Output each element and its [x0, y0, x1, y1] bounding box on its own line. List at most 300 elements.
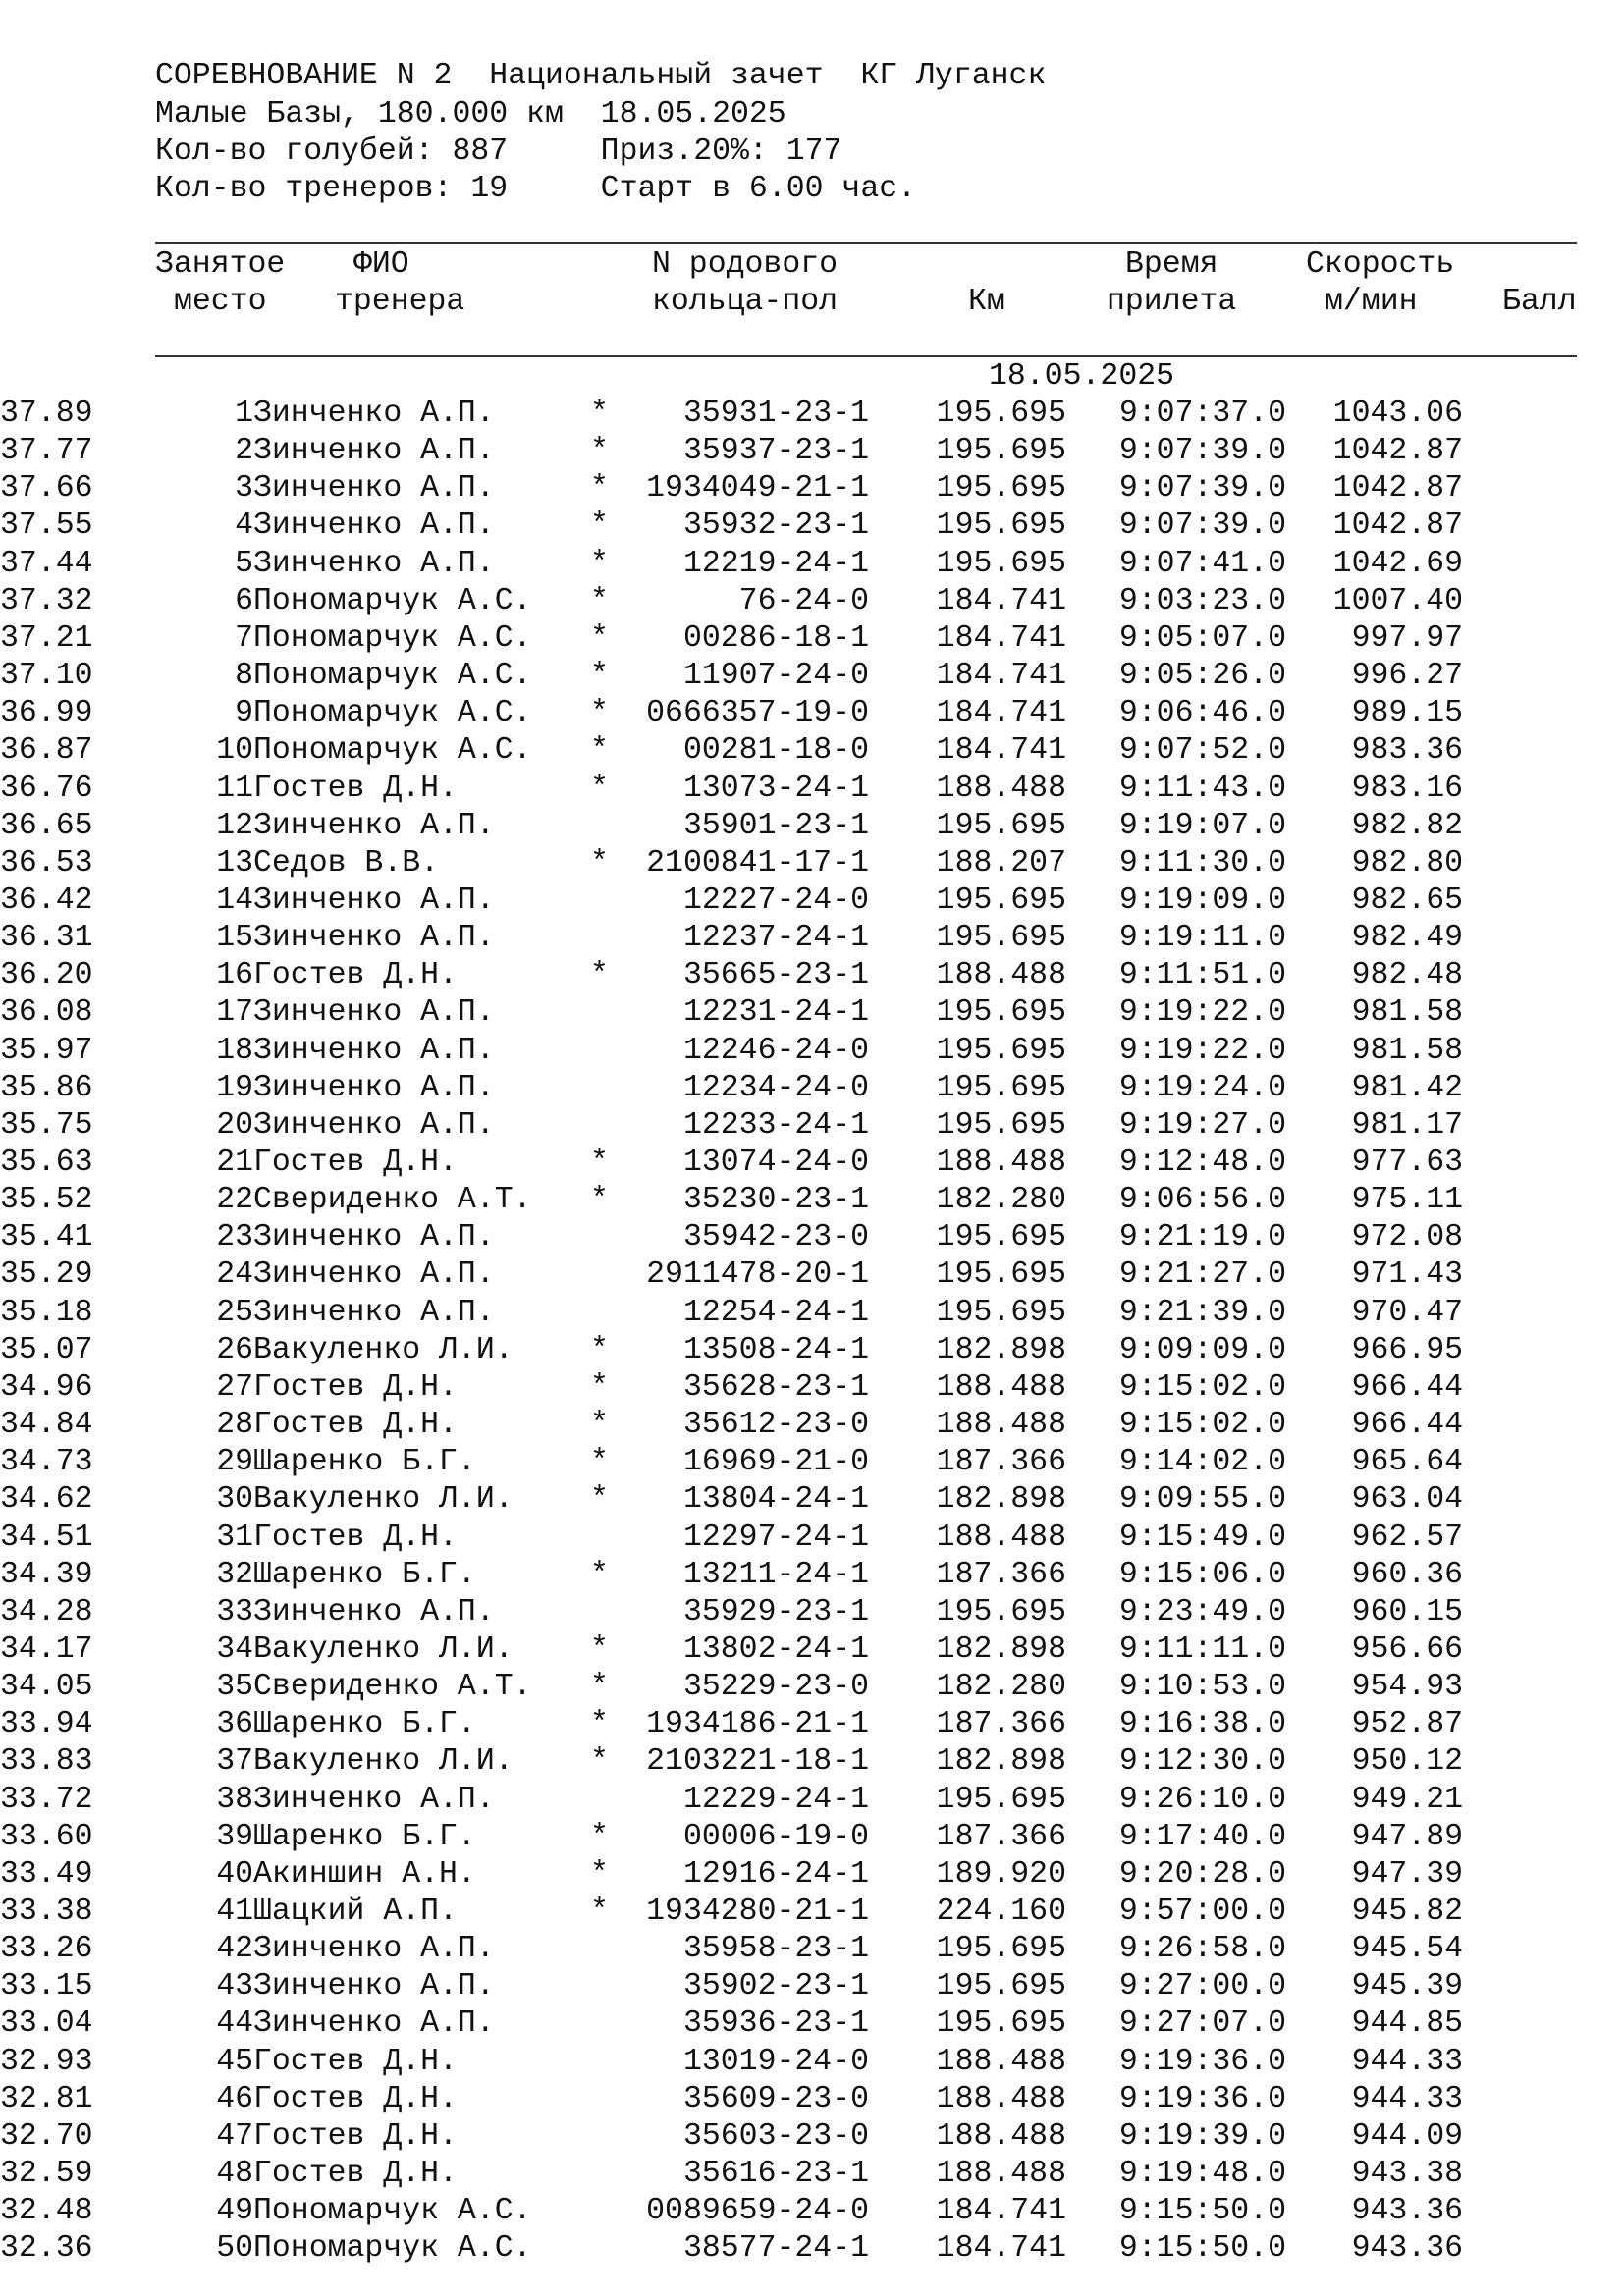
header-rule-bottom [155, 355, 1577, 357]
cell-time: 9:06:56.0 [1118, 1183, 1286, 1218]
cell-ring: 0089659-24-0 [646, 2194, 869, 2229]
table-row [0, 433, 1624, 470]
cell-time: 9:19:24.0 [1118, 1070, 1286, 1105]
cell-place: 44 [216, 2006, 253, 2042]
cell-km: 195.695 [936, 434, 1066, 469]
cell-name: Пономарчук А.С. [253, 659, 532, 694]
cell-points: 37.44 [0, 546, 93, 581]
cell-name: Зинченко А.П. [253, 995, 495, 1031]
cell-ring: 35229-23-0 [682, 1670, 869, 1705]
cell-place: 6 [235, 583, 253, 618]
cell-time: 9:57:00.0 [1118, 1895, 1286, 1929]
cell-star: * [590, 1445, 609, 1480]
cell-place: 22 [216, 1183, 253, 1218]
cell-ring: 12234-24-0 [682, 1070, 869, 1105]
cell-ring: 35937-23-1 [682, 434, 869, 469]
table-row [0, 620, 1624, 658]
cell-km: 188.488 [936, 1146, 1066, 1180]
cell-km: 195.695 [936, 995, 1066, 1031]
cell-name: Шацкий А.П. [253, 1895, 458, 1929]
cell-place: 46 [216, 2081, 253, 2116]
cell-place: 3 [235, 471, 253, 507]
cell-km: 182.280 [936, 1183, 1066, 1218]
trainer-count: Кол-во тренеров: 19 Старт в 6.00 час. [155, 172, 917, 206]
cell-km: 184.741 [936, 733, 1066, 769]
cell-name: Зинченко А.П. [253, 1295, 495, 1330]
table-row [0, 2230, 1624, 2268]
cell-time: 9:07:52.0 [1118, 733, 1286, 769]
cell-star: * [590, 696, 609, 731]
cell-points: 33.15 [0, 1969, 93, 2004]
cell-time: 9:05:26.0 [1118, 659, 1286, 694]
cell-star: * [590, 733, 609, 769]
cell-speed: 947.89 [1351, 1819, 1463, 1854]
cell-name: Пономарчук А.С. [253, 583, 532, 618]
cell-ring: 35609-23-0 [682, 2081, 869, 2116]
table-row [0, 1444, 1624, 1481]
cell-time: 9:19:39.0 [1118, 2118, 1286, 2154]
cell-points: 36.76 [0, 771, 93, 806]
cell-ring: 35931-23-1 [682, 397, 869, 431]
cell-name: Шаренко Б.Г. [253, 1445, 476, 1480]
cell-time: 9:20:28.0 [1118, 1856, 1286, 1892]
col-ring-label-2: кольца-пол [652, 285, 839, 319]
cell-points: 36.42 [0, 882, 93, 918]
table-row [0, 882, 1624, 920]
cell-km: 195.695 [936, 808, 1066, 843]
col-speed-label-2: м/мин [1325, 285, 1418, 319]
cell-speed: 949.21 [1351, 1782, 1463, 1817]
cell-place: 41 [216, 1895, 253, 1929]
cell-ring: 00006-19-0 [682, 1819, 869, 1854]
pigeon-count: Кол-во голубей: 887 Приз.20%: 177 [155, 134, 842, 169]
cell-speed: 956.66 [1351, 1631, 1463, 1667]
cell-place: 15 [216, 921, 253, 956]
table-row [0, 2156, 1624, 2193]
cell-star: * [590, 1707, 609, 1742]
cell-place: 49 [216, 2194, 253, 2229]
cell-time: 9:07:37.0 [1118, 397, 1286, 431]
cell-name: Пономарчук А.С. [253, 2231, 532, 2267]
cell-ring: 1934186-21-1 [646, 1707, 869, 1742]
header-rule-top [155, 242, 1577, 244]
table-row [0, 1182, 1624, 1219]
cell-km: 195.695 [936, 1107, 1066, 1143]
cell-name: Гостев Д.Н. [253, 771, 458, 806]
date-label: 18.05.2025 [989, 359, 1175, 394]
table-row [0, 470, 1624, 507]
cell-km: 188.488 [936, 2118, 1066, 2154]
cell-star: * [590, 1183, 609, 1218]
cell-time: 9:10:53.0 [1118, 1670, 1286, 1705]
cell-ring: 12233-24-1 [682, 1107, 869, 1143]
cell-place: 47 [216, 2118, 253, 2154]
cell-speed: 982.65 [1351, 882, 1463, 918]
cell-name: Зинченко А.П. [253, 1070, 495, 1105]
cell-place: 30 [216, 1482, 253, 1518]
cell-ring: 12916-24-1 [682, 1856, 869, 1892]
cell-time: 9:19:22.0 [1118, 995, 1286, 1031]
cell-star: * [590, 546, 609, 581]
cell-points: 35.18 [0, 1295, 93, 1330]
cell-name: Зинченко А.П. [253, 808, 495, 843]
cell-points: 35.29 [0, 1257, 93, 1293]
cell-name: Зинченко А.П. [253, 471, 495, 507]
cell-name: Акиншин А.Н. [253, 1856, 476, 1892]
cell-speed: 945.39 [1351, 1969, 1463, 2004]
table-row [0, 1931, 1624, 1968]
cell-points: 36.65 [0, 808, 93, 843]
cell-speed: 1043.06 [1332, 397, 1463, 431]
cell-place: 29 [216, 1445, 253, 1480]
cell-name: Вакуленко Л.И. [253, 1332, 514, 1367]
cell-km: 184.741 [936, 620, 1066, 656]
cell-speed: 997.97 [1351, 620, 1463, 656]
table-row [0, 1706, 1624, 1743]
cell-place: 14 [216, 882, 253, 918]
cell-km: 195.695 [936, 2006, 1066, 2042]
cell-speed: 981.42 [1351, 1070, 1463, 1105]
cell-km: 187.366 [936, 1707, 1066, 1742]
col-time-label-1: Время [1125, 247, 1218, 282]
cell-place: 31 [216, 1520, 253, 1555]
cell-name: Зинченко А.П. [253, 882, 495, 918]
cell-name: Седов В.В. [253, 845, 440, 881]
cell-speed: 1042.87 [1332, 508, 1463, 544]
cell-name: Зинченко А.П. [253, 1969, 495, 2004]
cell-time: 9:14:02.0 [1118, 1445, 1286, 1480]
table-row [0, 1669, 1624, 1706]
cell-star: * [590, 1895, 609, 1929]
table-row [0, 1332, 1624, 1369]
table-row [0, 2118, 1624, 2156]
cell-ring: 35665-23-1 [682, 958, 869, 993]
table-row [0, 1295, 1624, 1332]
cell-speed: 966.44 [1351, 1369, 1463, 1405]
cell-ring: 35936-23-1 [682, 2006, 869, 2042]
cell-points: 34.51 [0, 1520, 93, 1555]
cell-place: 32 [216, 1557, 253, 1592]
cell-time: 9:15:50.0 [1118, 2194, 1286, 2229]
cell-time: 9:26:10.0 [1118, 1782, 1286, 1817]
cell-points: 33.94 [0, 1707, 93, 1742]
cell-km: 195.695 [936, 921, 1066, 956]
cell-name: Гостев Д.Н. [253, 2081, 458, 2116]
cell-km: 195.695 [936, 1033, 1066, 1068]
cell-place: 40 [216, 1856, 253, 1892]
cell-name: Гостев Д.Н. [253, 2044, 458, 2079]
cell-km: 195.695 [936, 1782, 1066, 1817]
cell-km: 184.741 [936, 2194, 1066, 2229]
cell-points: 32.59 [0, 2157, 93, 2192]
col-name-label-2: тренера [335, 285, 465, 319]
cell-points: 32.93 [0, 2044, 93, 2079]
cell-points: 34.62 [0, 1482, 93, 1518]
cell-star: * [590, 1408, 609, 1443]
cell-place: 26 [216, 1332, 253, 1367]
cell-km: 189.920 [936, 1856, 1066, 1892]
cell-points: 37.66 [0, 471, 93, 507]
cell-km: 184.741 [936, 696, 1066, 731]
cell-speed: 982.80 [1351, 845, 1463, 881]
cell-time: 9:17:40.0 [1118, 1819, 1286, 1854]
cell-place: 36 [216, 1707, 253, 1742]
cell-speed: 960.36 [1351, 1557, 1463, 1592]
table-row [0, 2193, 1624, 2230]
table-row [0, 1856, 1624, 1894]
cell-speed: 945.54 [1351, 1932, 1463, 1967]
cell-ring: 12229-24-1 [682, 1782, 869, 1817]
cell-points: 35.86 [0, 1070, 93, 1105]
cell-points: 33.60 [0, 1819, 93, 1854]
cell-ring: 00286-18-1 [682, 620, 869, 656]
cell-star: * [590, 1482, 609, 1518]
cell-ring: 13019-24-0 [682, 2044, 869, 2079]
cell-star: * [590, 471, 609, 507]
cell-points: 33.72 [0, 1782, 93, 1817]
cell-place: 10 [216, 733, 253, 769]
cell-name: Зинченко А.П. [253, 1594, 495, 1629]
cell-ring: 13074-24-0 [682, 1146, 869, 1180]
cell-place: 7 [235, 620, 253, 656]
cell-points: 35.75 [0, 1107, 93, 1143]
table-row [0, 583, 1624, 620]
table-row [0, 1894, 1624, 1931]
cell-speed: 981.17 [1351, 1107, 1463, 1143]
cell-place: 17 [216, 995, 253, 1031]
table-row [0, 507, 1624, 545]
cell-speed: 1042.69 [1332, 546, 1463, 581]
cell-time: 9:09:09.0 [1118, 1332, 1286, 1367]
cell-time: 9:21:19.0 [1118, 1220, 1286, 1255]
cell-place: 8 [235, 659, 253, 694]
cell-time: 9:07:39.0 [1118, 508, 1286, 544]
cell-star: * [590, 397, 609, 431]
cell-points: 34.96 [0, 1369, 93, 1405]
table-row [0, 1557, 1624, 1594]
cell-points: 36.99 [0, 696, 93, 731]
cell-ring: 1934049-21-1 [646, 471, 869, 507]
cell-name: Зинченко А.П. [253, 546, 495, 581]
cell-points: 36.31 [0, 921, 93, 956]
cell-ring: 35628-23-1 [682, 1369, 869, 1405]
cell-ring: 35942-23-0 [682, 1220, 869, 1255]
cell-ring: 2100841-17-1 [646, 845, 869, 881]
table-row [0, 994, 1624, 1032]
table-row [0, 957, 1624, 994]
cell-name: Пономарчук А.С. [253, 696, 532, 731]
cell-km: 188.488 [936, 1520, 1066, 1555]
col-name-label-1: ФИО [353, 247, 409, 282]
cell-ring: 13804-24-1 [682, 1482, 869, 1518]
cell-speed: 960.15 [1351, 1594, 1463, 1629]
cell-points: 32.81 [0, 2081, 93, 2116]
cell-ring: 35902-23-1 [682, 1969, 869, 2004]
cell-star: * [590, 508, 609, 544]
cell-km: 195.695 [936, 1594, 1066, 1629]
cell-star: * [590, 771, 609, 806]
cell-place: 13 [216, 845, 253, 881]
cell-points: 36.20 [0, 958, 93, 993]
cell-km: 195.695 [936, 397, 1066, 431]
cell-place: 35 [216, 1670, 253, 1705]
cell-km: 195.695 [936, 1969, 1066, 2004]
cell-speed: 982.48 [1351, 958, 1463, 993]
cell-ring: 13073-24-1 [682, 771, 869, 806]
cell-km: 188.488 [936, 1408, 1066, 1443]
cell-place: 25 [216, 1295, 253, 1330]
cell-name: Вакуленко Л.И. [253, 1482, 514, 1518]
table-row [0, 1819, 1624, 1856]
cell-place: 43 [216, 1969, 253, 2004]
col-ring-label-1: N родового [652, 247, 839, 282]
cell-place: 33 [216, 1594, 253, 1629]
cell-points: 35.63 [0, 1146, 93, 1180]
cell-star: * [590, 1332, 609, 1367]
table-row [0, 1481, 1624, 1519]
cell-ring: 12219-24-1 [682, 546, 869, 581]
cell-ring: 12254-24-1 [682, 1295, 869, 1330]
cell-points: 36.53 [0, 845, 93, 881]
cell-name: Вакуленко Л.И. [253, 1631, 514, 1667]
cell-speed: 947.39 [1351, 1856, 1463, 1892]
cell-points: 33.26 [0, 1932, 93, 1967]
cell-place: 24 [216, 1257, 253, 1293]
cell-km: 182.280 [936, 1670, 1066, 1705]
cell-speed: 989.15 [1351, 696, 1463, 731]
cell-name: Гостев Д.Н. [253, 1520, 458, 1555]
cell-speed: 954.93 [1351, 1670, 1463, 1705]
cell-place: 50 [216, 2231, 253, 2267]
cell-name: Шаренко Б.Г. [253, 1707, 476, 1742]
cell-ring: 35901-23-1 [682, 808, 869, 843]
table-row [0, 1520, 1624, 1557]
cell-name: Гостев Д.Н. [253, 2157, 458, 2192]
cell-time: 9:11:30.0 [1118, 845, 1286, 881]
cell-name: Зинченко А.П. [253, 397, 495, 431]
cell-star: * [590, 1557, 609, 1592]
cell-points: 32.70 [0, 2118, 93, 2154]
cell-km: 182.898 [936, 1631, 1066, 1667]
cell-speed: 1042.87 [1332, 471, 1463, 507]
cell-km: 182.898 [936, 1482, 1066, 1518]
cell-name: Пономарчук А.С. [253, 620, 532, 656]
cell-km: 182.898 [936, 1332, 1066, 1367]
cell-points: 37.10 [0, 659, 93, 694]
cell-km: 195.695 [936, 1220, 1066, 1255]
cell-speed: 963.04 [1351, 1482, 1463, 1518]
cell-name: Зинченко А.П. [253, 921, 495, 956]
cell-time: 9:15:02.0 [1118, 1369, 1286, 1405]
cell-points: 34.17 [0, 1631, 93, 1667]
cell-points: 33.04 [0, 2006, 93, 2042]
cell-ring: 1934280-21-1 [646, 1895, 869, 1929]
cell-km: 195.695 [936, 1070, 1066, 1105]
cell-place: 12 [216, 808, 253, 843]
cell-points: 35.97 [0, 1033, 93, 1068]
cell-name: Зинченко А.П. [253, 1220, 495, 1255]
cell-time: 9:19:11.0 [1118, 921, 1286, 956]
cell-place: 42 [216, 1932, 253, 1967]
cell-time: 9:19:27.0 [1118, 1107, 1286, 1143]
cell-time: 9:15:49.0 [1118, 1520, 1286, 1555]
cell-place: 18 [216, 1033, 253, 1068]
cell-star: * [590, 1631, 609, 1667]
cell-place: 23 [216, 1220, 253, 1255]
cell-points: 35.41 [0, 1220, 93, 1255]
cell-km: 188.207 [936, 845, 1066, 881]
cell-speed: 944.85 [1351, 2006, 1463, 2042]
cell-speed: 966.44 [1351, 1408, 1463, 1443]
cell-points: 37.55 [0, 508, 93, 544]
cell-ring: 12246-24-0 [682, 1033, 869, 1068]
cell-speed: 966.95 [1351, 1332, 1463, 1367]
cell-speed: 962.57 [1351, 1520, 1463, 1555]
cell-speed: 981.58 [1351, 1033, 1463, 1068]
cell-place: 20 [216, 1107, 253, 1143]
table-row [0, 1631, 1624, 1669]
cell-speed: 944.33 [1351, 2044, 1463, 2079]
cell-points: 32.48 [0, 2194, 93, 2229]
cell-ring: 38577-24-1 [682, 2231, 869, 2267]
table-row [0, 1256, 1624, 1294]
table-row [0, 1369, 1624, 1407]
cell-km: 188.488 [936, 958, 1066, 993]
table-row [0, 396, 1624, 433]
cell-time: 9:12:30.0 [1118, 1744, 1286, 1780]
cell-time: 9:21:27.0 [1118, 1257, 1286, 1293]
col-points-label: Балл [1502, 285, 1577, 319]
cell-ring: 35929-23-1 [682, 1594, 869, 1629]
cell-place: 38 [216, 1782, 253, 1817]
cell-time: 9:27:00.0 [1118, 1969, 1286, 2004]
cell-place: 11 [216, 771, 253, 806]
cell-time: 9:07:41.0 [1118, 546, 1286, 581]
table-row [0, 1743, 1624, 1781]
cell-name: Шаренко Б.Г. [253, 1819, 476, 1854]
cell-points: 33.83 [0, 1744, 93, 1780]
cell-name: Зинченко А.П. [253, 508, 495, 544]
cell-points: 37.77 [0, 434, 93, 469]
col-km-label: Км [968, 285, 1005, 319]
table-row [0, 920, 1624, 957]
cell-star: * [590, 1369, 609, 1405]
cell-ring: 0666357-19-0 [646, 696, 869, 731]
table-row [0, 1594, 1624, 1631]
cell-place: 48 [216, 2157, 253, 2192]
cell-km: 188.488 [936, 2157, 1066, 2192]
cell-place: 34 [216, 1631, 253, 1667]
cell-km: 188.488 [936, 2081, 1066, 2116]
cell-ring: 12297-24-1 [682, 1520, 869, 1555]
cell-name: Вакуленко Л.И. [253, 1744, 514, 1780]
cell-place: 9 [235, 696, 253, 731]
cell-time: 9:19:48.0 [1118, 2157, 1286, 2192]
table-row [0, 732, 1624, 770]
col-speed-label-1: Скорость [1306, 247, 1455, 282]
cell-star: * [590, 1146, 609, 1180]
cell-points: 34.84 [0, 1408, 93, 1443]
cell-name: Зинченко А.П. [253, 1107, 495, 1143]
cell-star: * [590, 1856, 609, 1892]
cell-speed: 952.87 [1351, 1707, 1463, 1742]
cell-points: 37.21 [0, 620, 93, 656]
col-place-label-2: место [174, 285, 267, 319]
table-row [0, 695, 1624, 732]
table-row [0, 546, 1624, 583]
cell-place: 2 [235, 434, 253, 469]
cell-name: Гостев Д.Н. [253, 1369, 458, 1405]
